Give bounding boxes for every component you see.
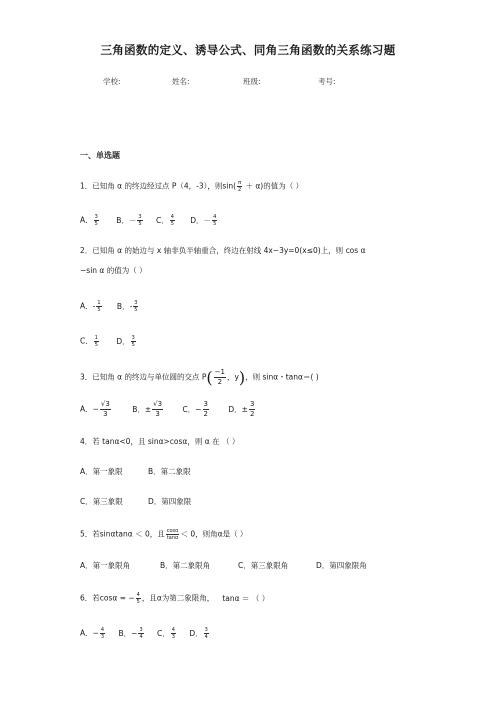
question-6 xyxy=(80,592,269,605)
q6-option-a: A．− xyxy=(80,628,99,638)
q1-stem-pre: 1．已知角 α 的终边经过点 P（4，-3），则sin( xyxy=(80,181,237,191)
q3-stem-pre: 3．已知角 α 的终边与单位圆的交点 P xyxy=(80,372,207,382)
q2-a-frac xyxy=(96,300,101,313)
q5-stem-pre: 5．若sinαtanα ＜ 0，且 xyxy=(80,529,165,539)
q4-option-a: A．第一象限 xyxy=(80,467,123,476)
q1-option-c: C． xyxy=(155,215,169,225)
q6-frac-den: 5 xyxy=(136,599,140,605)
q2-b-frac xyxy=(133,300,138,313)
q2-c-num: 1 xyxy=(94,335,98,341)
q5-fraction xyxy=(166,528,180,541)
q1-frac-den: 2 xyxy=(237,187,242,193)
q4-option-c: C．第三象限 xyxy=(80,497,123,506)
class-label: 班级: xyxy=(243,77,261,86)
page-title: 三角函数的定义、诱导公式、同角三角函数的关系练习题 xyxy=(100,43,396,57)
q3-left-paren: ( xyxy=(206,368,213,387)
q6-fraction xyxy=(136,592,141,605)
q1-b-num: 3 xyxy=(138,214,142,220)
q4-option-d: D．第四象限 xyxy=(148,497,192,506)
q6-frac-num: 4 xyxy=(136,592,140,598)
q3-point-num: −1 xyxy=(214,368,225,376)
q6-a-num: 4 xyxy=(100,627,105,633)
q1-option-a: A． xyxy=(80,215,93,225)
q5-stem-post: ＜ 0，则角α是（ ） xyxy=(180,529,248,539)
q2-option-c: C． xyxy=(80,336,93,346)
q1-options xyxy=(80,214,218,227)
q1-c-num: 4 xyxy=(170,214,174,220)
q1-frac-num: π xyxy=(238,180,242,186)
q2-d-num: 3 xyxy=(131,335,135,341)
q6-option-d: D． xyxy=(189,628,203,638)
q1-d-frac xyxy=(212,214,217,227)
q1-b-den: 5 xyxy=(138,221,142,227)
q2-b-den: 5 xyxy=(134,307,138,313)
q1-a-frac xyxy=(94,214,99,227)
q6-b-num: 3 xyxy=(139,627,143,633)
q3-option-c: C．− xyxy=(182,404,202,414)
q6-d-den: 4 xyxy=(204,634,208,640)
q6-b-frac xyxy=(138,627,143,640)
q3-d-frac xyxy=(249,400,255,419)
q1-option-b: B．－ xyxy=(116,215,137,225)
q1-b-frac xyxy=(137,214,142,227)
q2-d-den: 5 xyxy=(131,342,135,348)
q6-a-frac xyxy=(100,627,105,640)
q3-option-d: D．± xyxy=(228,404,248,414)
q6-d-num: 3 xyxy=(204,627,208,633)
q3-option-b: B．± xyxy=(132,404,152,414)
q3-c-frac xyxy=(203,400,209,419)
q2-option-d: D． xyxy=(116,336,130,346)
q3-c-den: 2 xyxy=(203,410,208,418)
q3-point-frac xyxy=(214,368,226,387)
number-label: 考号: xyxy=(318,77,336,86)
q6-stem-post: tanα ＝ （ ） xyxy=(222,593,270,603)
q3-d-num: 3 xyxy=(249,400,255,408)
q2-options-row1 xyxy=(80,300,139,313)
q6-options xyxy=(80,627,210,640)
q3-right-paren: ) xyxy=(238,368,246,387)
q3-a-den: 3 xyxy=(103,410,108,418)
q6-c-den: 3 xyxy=(171,634,175,640)
q3-b-frac xyxy=(152,400,163,419)
q2-option-a: A．- xyxy=(80,301,96,311)
q5-option-d: D．第四象限角 xyxy=(316,561,367,570)
q3-point-den: 2 xyxy=(217,378,223,386)
q1-a-num: 3 xyxy=(94,214,98,220)
section-heading: 一、单选题 xyxy=(80,151,120,160)
q2-options-row2 xyxy=(80,335,137,348)
question-3 xyxy=(80,368,319,387)
q3-a-frac xyxy=(100,400,111,419)
q2-stem-line2: −sin α 的值为（ ） xyxy=(80,266,147,275)
q3-b-den: 3 xyxy=(155,410,160,418)
q3-option-a: A．− xyxy=(80,404,99,414)
q5-option-b: B．第二象限角 xyxy=(160,561,211,570)
q1-c-den: 5 xyxy=(170,221,174,227)
q2-c-den: 5 xyxy=(94,342,98,348)
q1-stem-post: ＋ α)的值为（ ） xyxy=(243,181,304,191)
question-5 xyxy=(80,528,247,541)
q3-d-den: 2 xyxy=(249,410,255,418)
q1-option-d: D．－ xyxy=(190,215,212,225)
q6-b-den: 4 xyxy=(139,634,143,640)
q3-b-num: √3 xyxy=(153,400,163,408)
q1-d-num: 4 xyxy=(213,214,217,220)
q6-c-num: 4 xyxy=(171,627,175,633)
q2-d-frac xyxy=(131,335,136,348)
name-label: 姓名: xyxy=(172,77,190,86)
q6-option-b: B．− xyxy=(118,628,138,638)
school-label: 学校: xyxy=(103,77,121,86)
q2-a-den: 5 xyxy=(97,307,101,313)
q1-fraction xyxy=(237,180,242,193)
q1-c-frac xyxy=(170,214,175,227)
q6-option-c: C． xyxy=(157,628,170,638)
q5-option-a: A．第一象限角 xyxy=(80,561,131,570)
q1-a-den: 5 xyxy=(94,221,98,227)
q4-option-b: B．第二象限 xyxy=(148,467,191,476)
q6-d-frac xyxy=(204,627,209,640)
q5-frac-den: tanα xyxy=(166,535,179,541)
q3-options xyxy=(80,400,256,419)
q3-point-y: ，y xyxy=(226,372,239,382)
q3-stem-post: ，则 sinα・tanα＝( ) xyxy=(245,372,319,382)
q2-c-frac xyxy=(94,335,99,348)
q3-c-num: 3 xyxy=(203,400,208,408)
question-1 xyxy=(80,180,303,193)
q2-option-b: B．- xyxy=(116,301,133,311)
q2-b-num: 3 xyxy=(134,300,138,306)
q2-a-num: 1 xyxy=(97,300,101,306)
q3-a-num: √3 xyxy=(100,400,110,408)
q6-stem-mid: ，且α为第二象限角， xyxy=(141,593,215,603)
q6-a-den: 3 xyxy=(100,634,105,640)
q2-stem-line1: 2．已知角 α 的始边与 x 轴非负半轴重合，终边在射线 4x−3y=0(x≤0)上，则 cos α xyxy=(80,246,366,255)
q5-frac-num: cosα xyxy=(166,528,179,534)
q4-stem: 4．若 tanα<0，且 sinα>cosα，则 α 在 （ ） xyxy=(80,437,240,446)
q5-option-c: C．第三象限角 xyxy=(238,561,289,570)
q1-d-den: 5 xyxy=(213,221,217,227)
q6-c-frac xyxy=(171,627,176,640)
q6-stem-pre: 6．若cosα = − xyxy=(80,593,135,603)
